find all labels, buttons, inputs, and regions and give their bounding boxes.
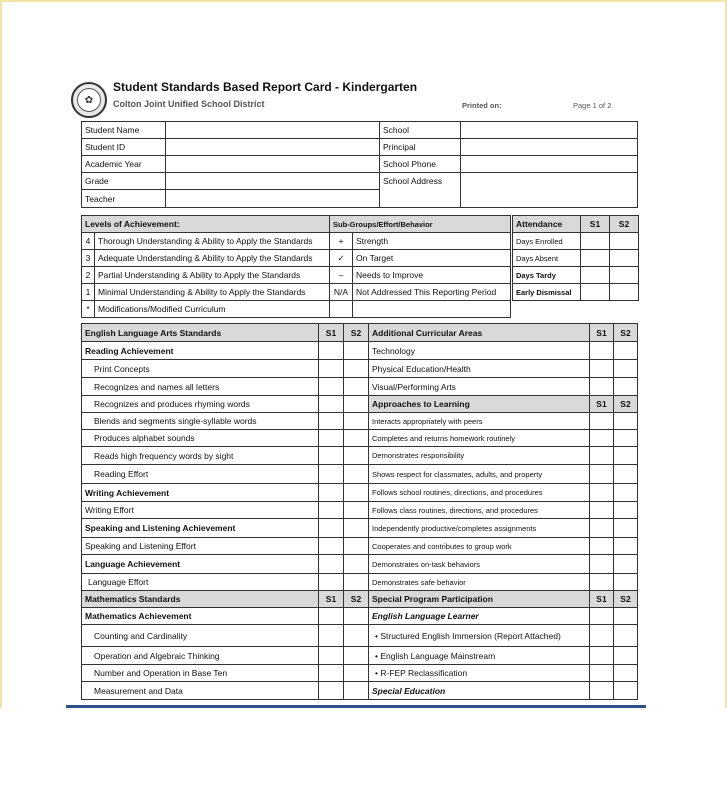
standard-label: Blends and segments single-syllable words (82, 413, 319, 430)
grade-s2-cell[interactable] (614, 538, 638, 555)
grade-s2-cell[interactable] (344, 484, 369, 502)
grade-s1-cell[interactable] (319, 430, 344, 447)
info-label: Principal (380, 139, 461, 156)
standard-label: Reading Effort (82, 465, 319, 484)
s2-header: S2 (614, 396, 638, 413)
grade-s1-cell[interactable] (319, 360, 344, 378)
standard-label: Follows class routines, directions, and procedures (369, 502, 590, 519)
standard-label: Mathematics Achievement (82, 608, 319, 625)
s1-header: S1 (590, 591, 614, 608)
standard-label: Demonstrates safe behavior (369, 574, 590, 591)
info-label: Grade (82, 173, 166, 190)
standard-label: Completes and returns homework routinely (369, 430, 590, 447)
standard-label: Language Achievement (82, 555, 319, 574)
level-number: * (82, 301, 95, 318)
s1-header: S1 (319, 324, 344, 342)
s2-header: S2 (614, 324, 638, 342)
grade-s2-cell[interactable] (614, 574, 638, 591)
grade-s1-cell[interactable] (319, 396, 344, 413)
standard-label: Recognizes and produces rhyming words (82, 396, 319, 413)
grade-s1-cell[interactable] (590, 484, 614, 502)
level-description: Partial Understanding & Ability to Apply the Standards (95, 267, 330, 284)
attendance-s2-cell[interactable] (610, 284, 639, 301)
standard-label: • R-FEP Reclassification (369, 665, 590, 682)
level-description: Thorough Understanding & Ability to Apply the Standards (95, 233, 330, 250)
grade-s1-cell[interactable] (590, 378, 614, 396)
standard-label: Reads high frequency words by sight (82, 447, 319, 465)
grade-s2-cell[interactable] (614, 647, 638, 665)
school-address-field[interactable] (461, 173, 638, 208)
district-name: Colton Joint Unified School District (113, 99, 265, 109)
grade-s1-cell[interactable] (590, 608, 614, 625)
grade-s1-cell[interactable] (319, 555, 344, 574)
standard-label: Interacts appropriately with peers (369, 413, 590, 430)
info-label: School (380, 122, 461, 139)
standard-label: • Structured English Immersion (Report Attached) (369, 625, 590, 647)
standard-label: Follows school routines, directions, and procedures (369, 484, 590, 502)
standard-label: Number and Operation in Base Ten (82, 665, 319, 682)
grade-s2-cell[interactable] (614, 484, 638, 502)
attendance-header: Attendance (513, 216, 581, 233)
school-field[interactable] (461, 122, 638, 139)
standards-table (81, 323, 638, 700)
standard-label: Operation and Algebraic Thinking (82, 647, 319, 665)
grade-s2-cell[interactable] (344, 430, 369, 447)
grade-s2-cell[interactable] (344, 574, 369, 591)
standard-label: Produces alphabet sounds (82, 430, 319, 447)
grade-s1-cell[interactable] (319, 484, 344, 502)
grade-s1-cell[interactable] (319, 625, 344, 647)
info-label: Student Name (82, 122, 166, 139)
standard-label: Writing Effort (82, 502, 319, 519)
s1-header: S1 (319, 591, 344, 608)
grade-s2-cell[interactable] (344, 360, 369, 378)
grade-s1-cell[interactable] (319, 608, 344, 625)
grade-s1-cell[interactable] (319, 502, 344, 519)
info-label: Student ID (82, 139, 166, 156)
grade-s1-cell[interactable] (319, 413, 344, 430)
grade-s1-cell[interactable] (319, 538, 344, 555)
standard-label: Cooperates and contributes to group work (369, 538, 590, 555)
section-header: Special Program Participation (369, 591, 590, 608)
grade-s2-cell[interactable] (344, 519, 369, 538)
grade-s1-cell[interactable] (319, 682, 344, 700)
info-label: Academic Year (82, 156, 166, 173)
grade-s1-cell[interactable] (590, 360, 614, 378)
grade-s1-cell[interactable] (319, 574, 344, 591)
grade-s2-cell[interactable] (344, 555, 369, 574)
grade-s2-cell[interactable] (614, 665, 638, 682)
standard-label: Speaking and Listening Effort (82, 538, 319, 555)
level-number: 4 (82, 233, 95, 250)
attendance-s1-cell[interactable] (581, 250, 610, 267)
s1-header: S1 (581, 216, 610, 233)
page-fade (0, 708, 727, 791)
additional-areas-header: Additional Curricular Areas (369, 324, 590, 342)
grade-s1-cell[interactable] (319, 342, 344, 360)
standard-label: Reading Achievement (82, 342, 319, 360)
grade-s1-cell[interactable] (590, 555, 614, 574)
level-number: 1 (82, 284, 95, 301)
plus-icon: + (330, 233, 353, 250)
info-label: School Phone (380, 156, 461, 173)
grade-s1-cell[interactable] (590, 413, 614, 430)
attendance-s2-cell[interactable] (610, 233, 639, 250)
ela-standards-header: English Language Arts Standards (82, 324, 319, 342)
empty-cell (330, 301, 353, 318)
grade-s2-cell[interactable] (614, 608, 638, 625)
level-description: Adequate Understanding & Ability to Apply the Standards (95, 250, 330, 267)
student-info-table (81, 121, 638, 208)
symbol-meaning: Needs to Improve (353, 267, 511, 284)
grade-s2-cell[interactable] (614, 502, 638, 519)
grade-s2-cell[interactable] (344, 342, 369, 360)
grade-s2-cell[interactable] (614, 465, 638, 484)
standard-label: Speaking and Listening Achievement (82, 519, 319, 538)
standard-label: Language Effort (82, 574, 319, 591)
report-title: Student Standards Based Report Card - Kindergarten (113, 80, 418, 94)
standard-label: Recognizes and names all letters (82, 378, 319, 396)
grade-s2-cell[interactable] (344, 682, 369, 700)
info-label: Teacher (82, 190, 166, 208)
s1-header: S1 (590, 396, 614, 413)
standard-label: Special Education (369, 682, 590, 700)
grade-s1-cell[interactable] (319, 465, 344, 484)
grade-s2-cell[interactable] (614, 447, 638, 465)
grade-s2-cell[interactable] (344, 538, 369, 555)
na-symbol: N/A (330, 284, 353, 301)
standard-label: Measurement and Data (82, 682, 319, 700)
s2-header: S2 (610, 216, 639, 233)
standard-label: Counting and Cardinality (82, 625, 319, 647)
attendance-s1-cell[interactable] (581, 284, 610, 301)
subgroups-header: Sub-Groups/Effort/Behavior (330, 216, 511, 233)
symbol-meaning: Not Addressed This Reporting Period (353, 284, 511, 301)
grade-s1-cell[interactable] (590, 682, 614, 700)
dash-icon: – (330, 267, 353, 284)
level-number: 3 (82, 250, 95, 267)
attendance-s2-cell[interactable] (610, 250, 639, 267)
printed-on-label: Printed on: (462, 101, 502, 110)
levels-of-achievement-table (81, 215, 511, 318)
grade-s2-cell[interactable] (614, 413, 638, 430)
grade-s2-cell[interactable] (344, 608, 369, 625)
grade-s2-cell[interactable] (614, 360, 638, 378)
grade-s2-cell[interactable] (344, 447, 369, 465)
student-name-field[interactable] (166, 122, 380, 139)
attendance-table (512, 215, 639, 301)
level-number: 2 (82, 267, 95, 284)
grade-s1-cell[interactable] (590, 430, 614, 447)
standard-label: Demonstrates on-task behaviors (369, 555, 590, 574)
grade-s2-cell[interactable] (614, 519, 638, 538)
info-label: School Address (380, 173, 461, 208)
grade-s2-cell[interactable] (614, 430, 638, 447)
grade-s1-cell[interactable] (590, 574, 614, 591)
grade-s2-cell[interactable] (344, 625, 369, 647)
section-header: Mathematics Standards (82, 591, 319, 608)
school-seal-icon: ✿ (71, 82, 107, 118)
grade-s2-cell[interactable] (614, 682, 638, 700)
grade-s2-cell[interactable] (614, 378, 638, 396)
student-id-field[interactable] (166, 139, 380, 156)
grade-field[interactable] (166, 173, 380, 190)
standard-label: English Language Learner (369, 608, 590, 625)
grade-s1-cell[interactable] (590, 502, 614, 519)
academic-year-field[interactable] (166, 156, 380, 173)
grade-s1-cell[interactable] (319, 647, 344, 665)
grade-s2-cell[interactable] (614, 342, 638, 360)
grade-s1-cell[interactable] (319, 665, 344, 682)
attendance-label: Days Absent (513, 250, 581, 267)
standard-label: Shows respect for classmates, adults, and property (369, 465, 590, 484)
grade-s2-cell[interactable] (344, 396, 369, 413)
grade-s1-cell[interactable] (590, 538, 614, 555)
grade-s1-cell[interactable] (590, 519, 614, 538)
attendance-s1-cell[interactable] (581, 267, 610, 284)
standard-label: • English Language Mainstream (369, 647, 590, 665)
attendance-label: Early Dismissal (513, 284, 581, 301)
level-description: Minimal Understanding & Ability to Apply the Standards (95, 284, 330, 301)
grade-s2-cell[interactable] (344, 465, 369, 484)
grade-s2-cell[interactable] (344, 502, 369, 519)
symbol-meaning: Strength (353, 233, 511, 250)
standard-label: Writing Achievement (82, 484, 319, 502)
levels-header: Levels of Achievement: (82, 216, 330, 233)
s2-header: S2 (344, 591, 369, 608)
s2-header: S2 (614, 591, 638, 608)
attendance-label: Days Enrolled (513, 233, 581, 250)
grade-s2-cell[interactable] (344, 378, 369, 396)
grade-s1-cell[interactable] (590, 447, 614, 465)
teacher-field[interactable] (166, 190, 380, 208)
grade-s1-cell[interactable] (590, 342, 614, 360)
grade-s2-cell[interactable] (344, 665, 369, 682)
grade-s2-cell[interactable] (614, 625, 638, 647)
attendance-label: Days Tardy (513, 267, 581, 284)
principal-field[interactable] (461, 139, 638, 156)
attendance-s2-cell[interactable] (610, 267, 639, 284)
grade-s1-cell[interactable] (590, 665, 614, 682)
standard-label: Independently productive/completes assignments (369, 519, 590, 538)
checkmark-icon: ✓ (330, 250, 353, 267)
standard-label: Physical Education/Health (369, 360, 590, 378)
standard-label: Demonstrates responsibility (369, 447, 590, 465)
page-number: Page 1 of 2 (573, 101, 612, 110)
school-phone-field[interactable] (461, 156, 638, 173)
s2-header: S2 (344, 324, 369, 342)
standard-label: Visual/Performing Arts (369, 378, 590, 396)
grade-s1-cell[interactable] (319, 519, 344, 538)
grade-s2-cell[interactable] (344, 413, 369, 430)
grade-s1-cell[interactable] (590, 465, 614, 484)
standard-label: Technology (369, 342, 590, 360)
attendance-s1-cell[interactable] (581, 233, 610, 250)
grade-s1-cell[interactable] (590, 647, 614, 665)
grade-s2-cell[interactable] (614, 555, 638, 574)
s1-header: S1 (590, 324, 614, 342)
grade-s2-cell[interactable] (344, 647, 369, 665)
empty-cell (353, 301, 511, 318)
grade-s1-cell[interactable] (590, 625, 614, 647)
section-header: Approaches to Learning (369, 396, 590, 413)
standard-label: Print Concepts (82, 360, 319, 378)
symbol-meaning: On Target (353, 250, 511, 267)
grade-s1-cell[interactable] (319, 378, 344, 396)
level-description: Modifications/Modified Curriculum (95, 301, 330, 318)
grade-s1-cell[interactable] (319, 447, 344, 465)
